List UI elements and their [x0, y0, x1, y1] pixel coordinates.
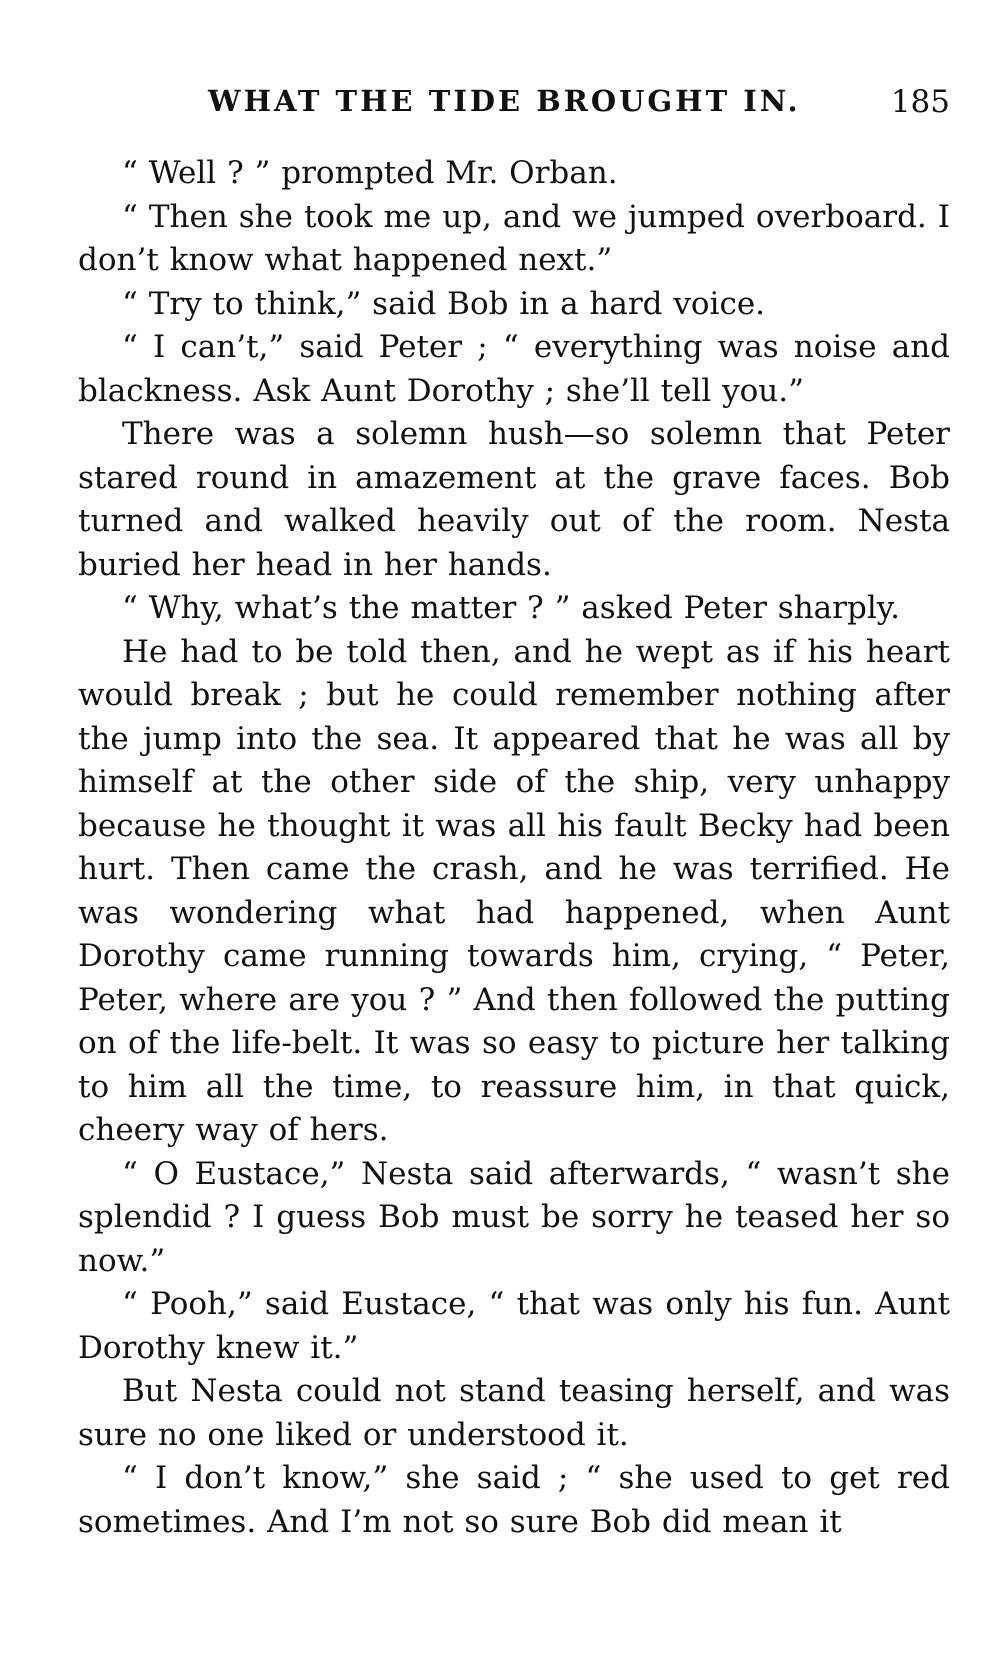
paragraph: “ I don’t know,” she said ; “ she used to get red sometimes. And I’m not so sure Bob did mean it	[78, 1460, 950, 1540]
paragraph: “ Pooh,” said Eustace, “ that was only his fun. Aunt Dorothy knew it.”	[78, 1286, 950, 1366]
page-number: 185	[890, 84, 950, 120]
paragraph: But Nesta could not stand teasing herself, and was sure no one liked or understood it.	[78, 1373, 950, 1453]
body-text	[78, 152, 950, 1544]
paragraph: There was a solemn hush—so solemn that Peter stared round in amazement at the grave faces. Bob turned and walked heavily out of the room. Nesta buried her head in her hands.	[78, 416, 950, 583]
paragraph: “ I can’t,” said Peter ; “ everything was noise and blackness. Ask Aunt Dorothy ; she’ll tell you.”	[78, 329, 950, 409]
running-title: WHAT THE TIDE BROUGHT IN.	[208, 84, 801, 118]
paragraph: “ O Eustace,” Nesta said afterwards, “ wasn’t she splendid ? I guess Bob must be sorry he teased her so now.”	[78, 1155, 950, 1279]
paragraph: “ Then she took me up, and we jumped overboard. I don’t know what happened next.”	[78, 198, 950, 278]
paragraph: “ Why, what’s the matter ? ” asked Peter sharply.	[122, 590, 900, 626]
paragraph: He had to be told then, and he wept as if his heart would break ; but he could remember nothing after the jump into the sea. It appeared that he was all by himself at the other side of the ship, very unhappy because he thought it was all his fault Becky had been hurt. Then came the crash, and he was terrified. He was wondering what had happened, when Aunt Dorothy came running towards him, crying, “ Peter, Peter, where are you ? ” And then followed the putting on of the life-belt. It was so easy to picture her talking to him all the time, to reassure him, in that quick, cheery way of hers.	[78, 633, 950, 1148]
paragraph: “ Try to think,” said Bob in a hard voice.	[122, 285, 766, 322]
page-header	[78, 84, 950, 124]
paragraph: “ Well ? ” prompted Mr. Orban.	[122, 155, 618, 191]
